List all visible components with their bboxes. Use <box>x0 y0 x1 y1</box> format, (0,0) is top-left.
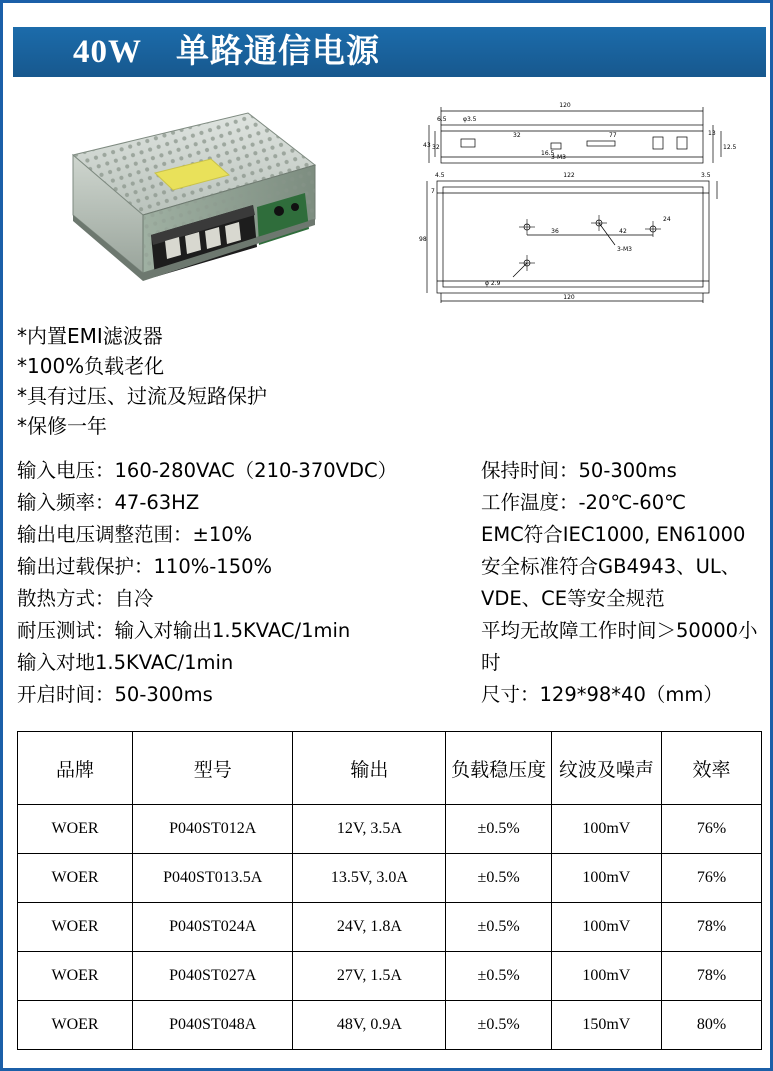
drawing-hole-note: φ3.5 <box>463 116 477 123</box>
table-row <box>18 903 762 952</box>
drawing-dim-13: 13 <box>708 130 716 137</box>
spec-item-cooling: 散热方式：自冷 <box>17 587 154 610</box>
drawing-dim-36: 36 <box>551 228 559 235</box>
spec-item-safety-standard: 安全标准符合GB4943、UL、VDE、CE等安全规范 <box>481 555 741 610</box>
product-photo <box>43 95 343 300</box>
spec-item-hold-time: 保持时间：50-300ms <box>481 459 677 482</box>
model-table <box>17 731 762 1050</box>
drawing-dim-32b: 32 <box>432 144 440 151</box>
feature-item: *内置EMI滤波器 <box>17 324 163 348</box>
spec-item-emc: EMC符合IEC1000, EN61000 <box>481 523 746 546</box>
cell-brand: WOER <box>18 952 133 1001</box>
spec-item-operating-temperature: 工作温度：-20℃-60℃ <box>481 491 686 514</box>
table-row <box>18 1001 762 1050</box>
drawing-dim-mid-width: 122 <box>563 172 575 179</box>
table-header-brand: 品牌 <box>18 732 133 805</box>
product-title: 单路通信电源 <box>176 34 380 70</box>
cell-efficiency: 76% <box>662 805 762 854</box>
spec-item-withstand-voltage: 耐压测试：输入对输出1.5KVAC/1min <box>17 619 351 642</box>
table-header-output: 输出 <box>293 732 446 805</box>
cell-brand: WOER <box>18 805 133 854</box>
table-row <box>18 805 762 854</box>
spec-item-voltage-adjust-range: 输出电压调整范围：±10% <box>17 523 253 546</box>
spec-item-input-to-ground: 输入对地1.5KVAC/1min <box>17 651 234 674</box>
table-row <box>18 952 762 1001</box>
table-header-efficiency: 效率 <box>662 732 762 805</box>
drawing-dim-16-5: 16.5 <box>541 150 555 157</box>
cell-brand: WOER <box>18 854 133 903</box>
spec-item-mtbf: 平均无故障工作时间＞50000小时 <box>481 619 758 674</box>
spec-item-input-frequency: 输入频率：47-63HZ <box>17 491 200 514</box>
wattage-label: 40W <box>73 34 142 70</box>
table-header-ripple-noise: 纹波及噪声 <box>551 732 661 805</box>
cell-output: 27V, 1.5A <box>293 952 446 1001</box>
cell-output: 13.5V, 3.0A <box>293 854 446 903</box>
table-header-load-regulation: 负载稳压度 <box>446 732 551 805</box>
drawing-dim-6-5: 6.5 <box>437 116 447 123</box>
cell-model: P040ST012A <box>133 805 293 854</box>
cell-load-regulation: ±0.5% <box>446 805 551 854</box>
cell-brand: WOER <box>18 903 133 952</box>
drawing-m3-note2: 3-M3 <box>617 246 632 253</box>
cell-model: P040ST027A <box>133 952 293 1001</box>
drawing-dim-top-width: 120 <box>559 102 571 109</box>
spec-item-overload-protection: 输出过载保护：110%-150% <box>17 555 273 578</box>
drawing-dim-12-5: 12.5 <box>723 144 737 151</box>
cell-load-regulation: ±0.5% <box>446 1001 551 1050</box>
spec-column-right <box>481 455 771 711</box>
drawing-dim-7: 7 <box>431 188 435 195</box>
feature-item: *保修一年 <box>17 414 107 438</box>
drawing-m3-note: 3-M3 <box>551 154 566 161</box>
cell-efficiency: 76% <box>662 854 762 903</box>
drawing-dim-4-5: 4.5 <box>435 172 445 179</box>
cell-ripple-noise: 100mV <box>551 854 661 903</box>
drawing-dim-3-5: 3.5 <box>701 172 711 179</box>
spec-item-dimensions: 尺寸：129*98*40（mm） <box>481 683 723 706</box>
drawing-dim-bottom-width: 120 <box>563 294 575 301</box>
drawing-dim-42: 42 <box>619 228 627 235</box>
cell-ripple-noise: 100mV <box>551 952 661 1001</box>
spec-item-startup-time: 开启时间：50-300ms <box>17 683 213 706</box>
cell-output: 24V, 1.8A <box>293 903 446 952</box>
drawing-dim-77: 77 <box>609 132 617 139</box>
cell-model: P040ST048A <box>133 1001 293 1050</box>
cell-ripple-noise: 100mV <box>551 903 661 952</box>
feature-item: *具有过压、过流及短路保护 <box>17 384 267 408</box>
cell-efficiency: 78% <box>662 952 762 1001</box>
feature-item: *100%负载老化 <box>17 354 165 378</box>
drawing-hole-note2: φ 2.9 <box>485 280 501 287</box>
cell-load-regulation: ±0.5% <box>446 854 551 903</box>
drawing-dim-32: 32 <box>513 132 521 139</box>
cell-efficiency: 80% <box>662 1001 762 1050</box>
feature-list <box>17 321 487 441</box>
cell-model: P040ST024A <box>133 903 293 952</box>
cell-ripple-noise: 150mV <box>551 1001 661 1050</box>
cell-efficiency: 78% <box>662 903 762 952</box>
drawing-dim-98: 98 <box>419 236 427 243</box>
table-header-row <box>18 732 762 805</box>
drawing-dim-24: 24 <box>663 216 671 223</box>
cell-load-regulation: ±0.5% <box>446 903 551 952</box>
cell-ripple-noise: 100mV <box>551 805 661 854</box>
page-title <box>73 31 380 73</box>
cell-output: 12V, 3.5A <box>293 805 446 854</box>
cell-brand: WOER <box>18 1001 133 1050</box>
drawing-dim-43: 43 <box>423 142 431 149</box>
cell-load-regulation: ±0.5% <box>446 952 551 1001</box>
table-header-model: 型号 <box>133 732 293 805</box>
cell-output: 48V, 0.9A <box>293 1001 446 1050</box>
spec-item-input-voltage: 输入电压：160-280VAC（210-370VDC） <box>17 459 398 482</box>
spec-column-left <box>17 455 487 711</box>
table-row <box>18 854 762 903</box>
dimension-drawing <box>401 95 746 305</box>
cell-model: P040ST013.5A <box>133 854 293 903</box>
